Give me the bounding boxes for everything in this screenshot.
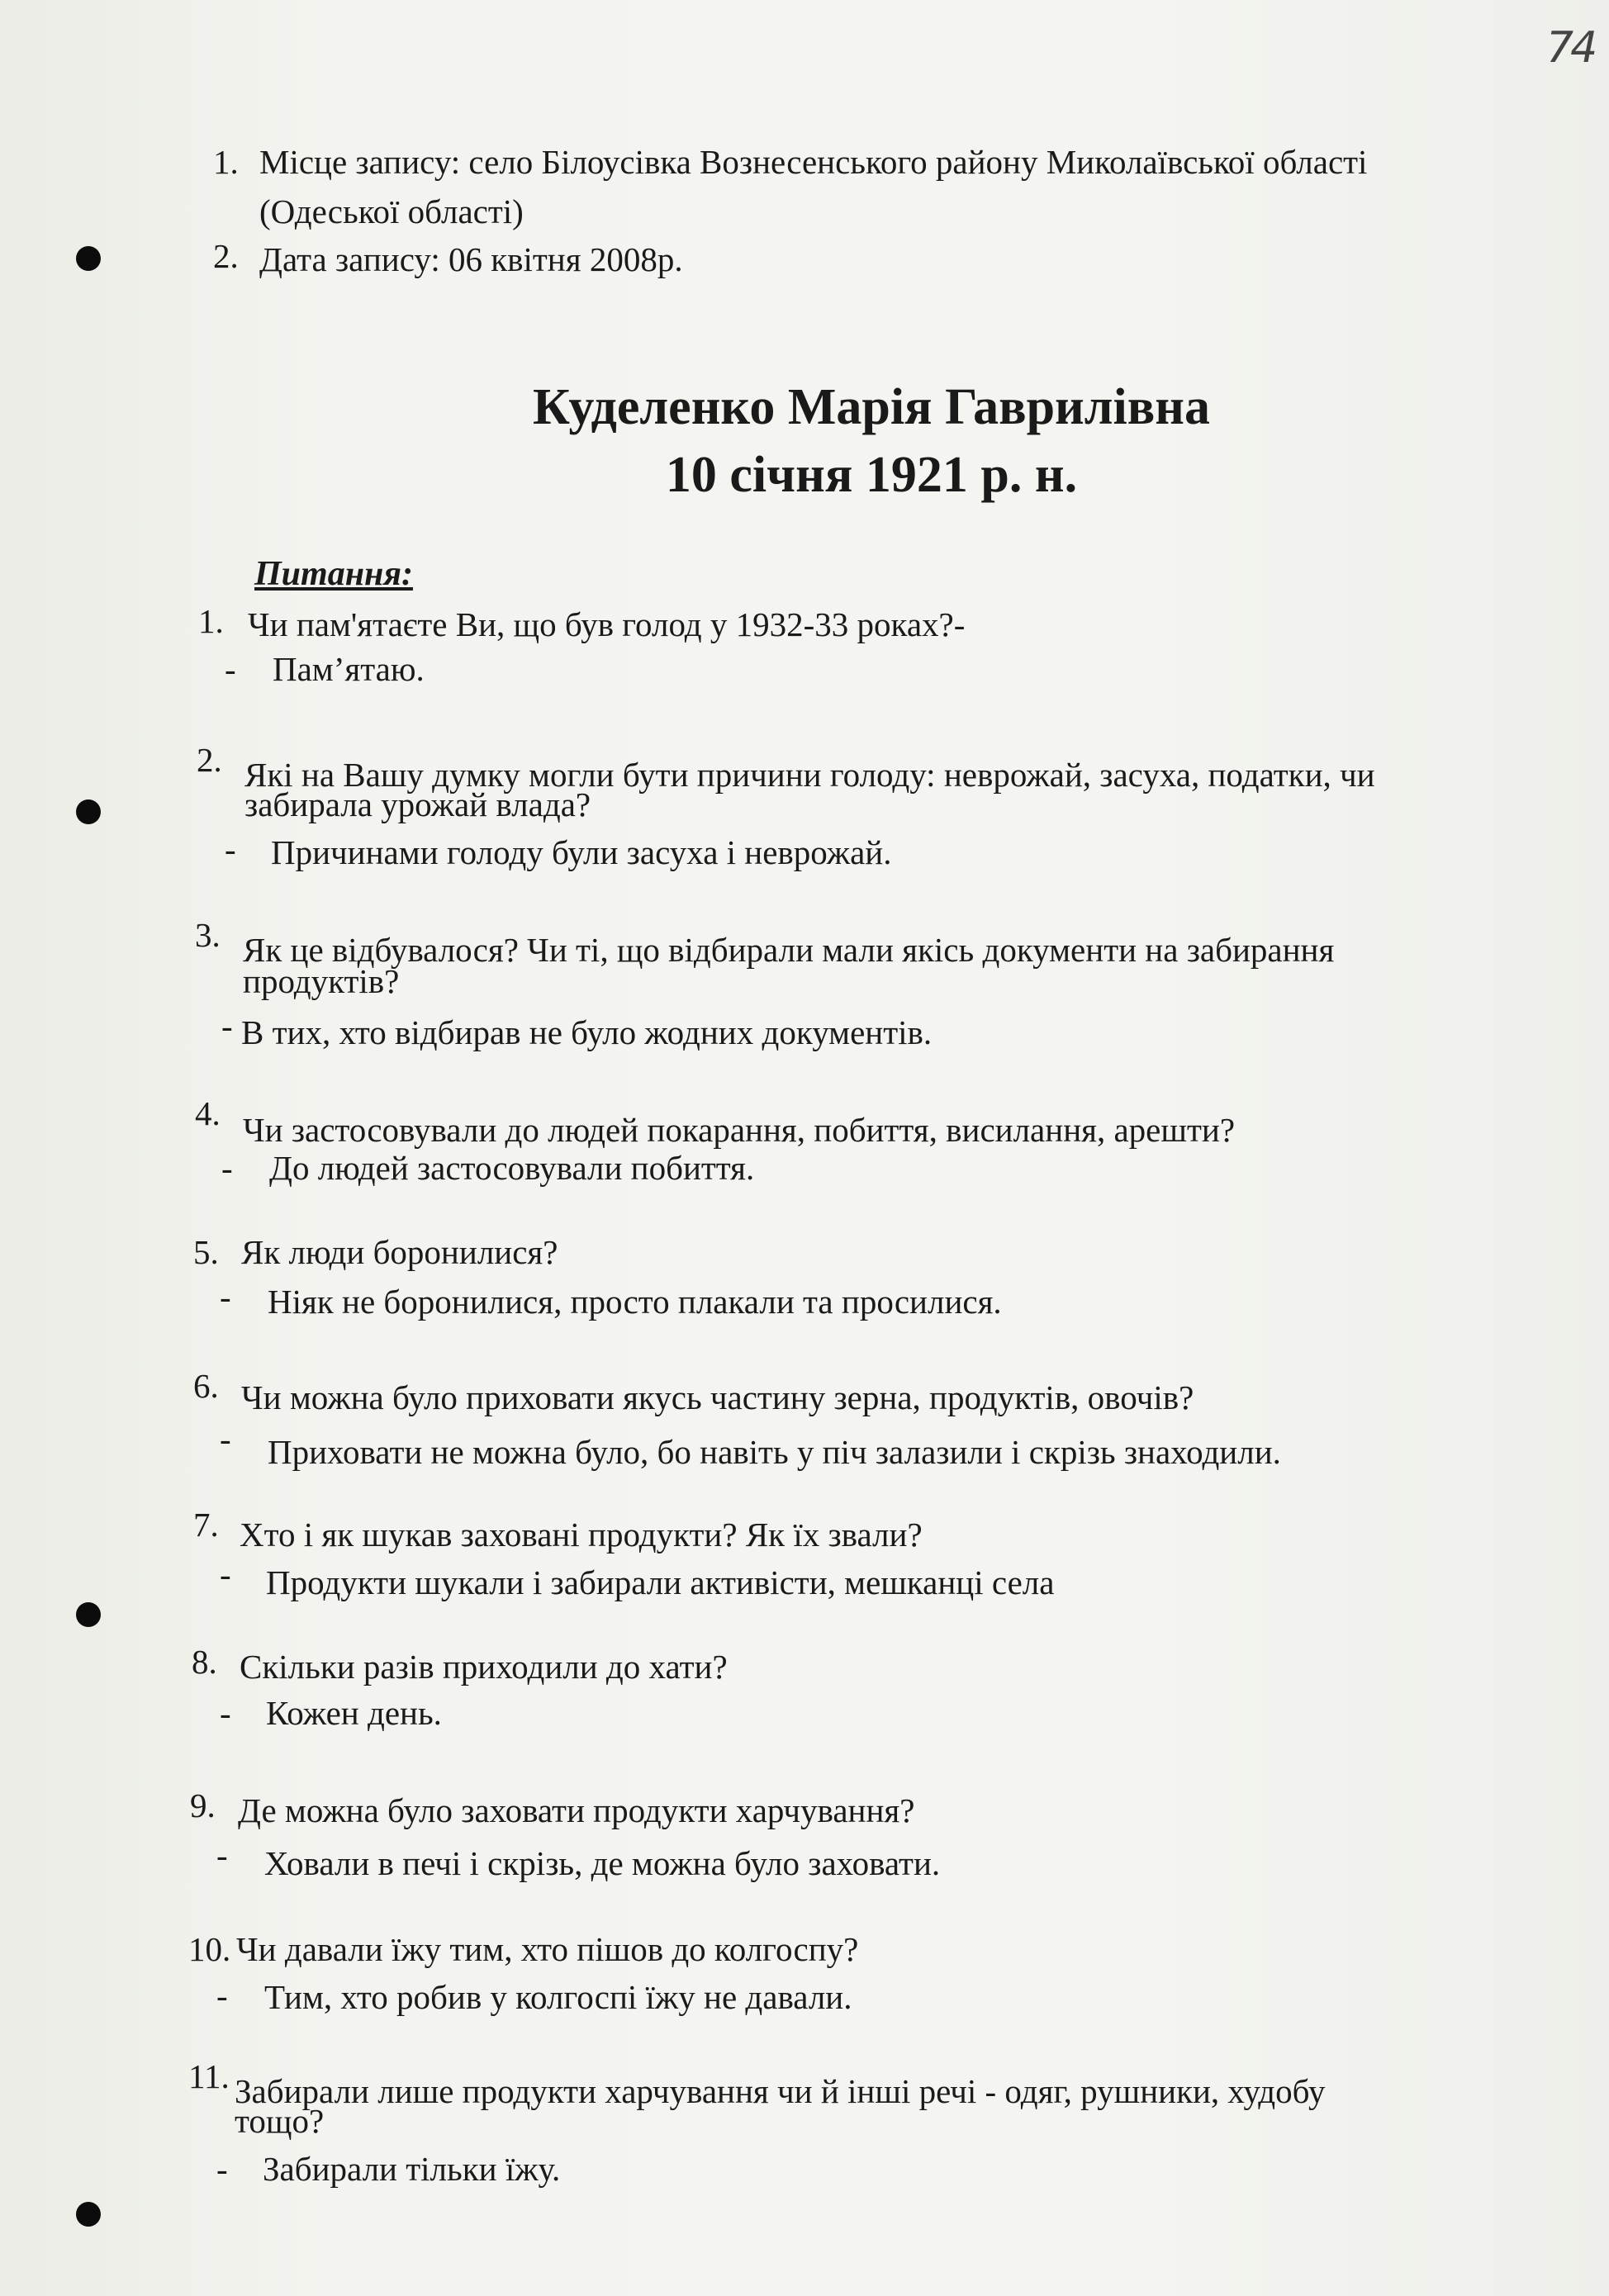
- punch-hole: [76, 1602, 101, 1627]
- question-10-line-1: Чи давали їжу тим, хто пішов до колгоспу?: [236, 1930, 859, 1968]
- answer-6-dash: -: [220, 1420, 231, 1458]
- question-4-line-1: Чи застосовували до людей покарання, побиття, висилання, арешти?: [243, 1111, 1236, 1149]
- answer-1: Пам’ятаю.: [273, 650, 425, 688]
- answer-9: Ховали в печі і скрізь, де можна було заховати.: [264, 1844, 941, 1882]
- answer-2: Причинами голоду були засуха і неврожай.: [271, 833, 892, 871]
- question-1-number: 1.: [198, 602, 224, 640]
- question-10-number: 10.: [188, 1930, 231, 1968]
- question-11-line-2: тощо?: [235, 2102, 325, 2140]
- birth-date: 10 січня 1921 р. н.: [665, 447, 1078, 503]
- question-9-number: 9.: [190, 1786, 216, 1824]
- question-1-line-1: Чи пам'ятаєте Ви, що був голод у 1932-33 роках?-: [248, 605, 966, 643]
- punch-hole: [76, 799, 101, 824]
- answer-11: Забирали тільки їжу.: [263, 2150, 561, 2188]
- answer-7: Продукти шукали і забирали активісти, мешканці села: [266, 1563, 1055, 1601]
- question-8-line-1: Скільки разів приходили до хати?: [240, 1648, 728, 1686]
- question-2-number: 2.: [197, 741, 222, 779]
- answer-3-dash: -: [221, 1007, 233, 1045]
- questions-heading: Питання:: [254, 555, 413, 593]
- question-5-number: 5.: [193, 1233, 219, 1271]
- answer-8-dash: -: [220, 1694, 231, 1732]
- meta-item-1-number: 1.: [213, 143, 239, 181]
- answer-10: Тим, хто робив у колгоспі їжу не давали.: [264, 1978, 852, 2016]
- answer-5: Ніяк не боронилися, просто плакали та просилися.: [268, 1283, 1002, 1321]
- answer-5-dash: -: [220, 1278, 231, 1316]
- meta-item-2-text: Дата запису: 06 квітня 2008р.: [259, 240, 683, 278]
- question-2-line-1: Які на Вашу думку могли бути причини голоду: неврожай, засуха, податки, чи: [244, 756, 1375, 794]
- question-6-line-1: Чи можна було приховати якусь частину зерна, продуктів, овочів?: [241, 1378, 1194, 1416]
- question-7-number: 7.: [193, 1506, 219, 1544]
- answer-4: До людей застосовували побиття.: [269, 1149, 755, 1187]
- question-9-line-1: Де можна було заховати продукти харчування?: [238, 1791, 915, 1829]
- answer-9-dash: -: [216, 1836, 228, 1874]
- answer-3: В тих, хто відбирав не було жодних документів.: [241, 1013, 933, 1051]
- meta-item-1-line-1: Місце запису: село Білоусівка Вознесенського району Миколаївської області: [259, 143, 1368, 181]
- question-5-line-1: Як люди боронилися?: [241, 1233, 558, 1271]
- answer-11-dash: -: [216, 2150, 228, 2188]
- question-3-line-1: Як це відбувалося? Чи ті, що відбирали мали якісь документи на забирання: [243, 931, 1335, 969]
- answer-2-dash: -: [225, 830, 236, 868]
- page-number: 74: [1546, 23, 1595, 73]
- question-3-number: 3.: [195, 916, 221, 954]
- question-6-number: 6.: [193, 1367, 219, 1405]
- answer-4-dash: -: [221, 1149, 233, 1187]
- answer-6: Приховати не можна було, бо навіть у піч залазили і скрізь знаходили.: [268, 1433, 1281, 1471]
- answer-1-dash: -: [225, 650, 236, 688]
- answer-10-dash: -: [216, 1976, 228, 2014]
- question-11-line-1: Забирали лише продукти харчування чи й інші речі - одяг, рушники, худобу: [235, 2072, 1326, 2110]
- punch-hole: [76, 246, 101, 271]
- question-11-number: 11.: [188, 2057, 230, 2095]
- answer-7-dash: -: [220, 1555, 231, 1593]
- meta-item-2-number: 2.: [213, 237, 239, 275]
- meta-item-1-line-2: (Одеської області): [259, 192, 524, 230]
- answer-8: Кожен день.: [266, 1694, 442, 1732]
- person-name: Куделенко Марія Гаврилівна: [533, 379, 1210, 435]
- question-8-number: 8.: [192, 1643, 217, 1681]
- question-3-line-2: продуктів?: [243, 962, 400, 1000]
- question-4-number: 4.: [195, 1094, 221, 1132]
- question-2-line-2: забирала урожай влада?: [244, 785, 591, 823]
- punch-hole: [76, 2202, 101, 2227]
- question-7-line-1: Хто і як шукав заховані продукти? Як їх звали?: [240, 1516, 923, 1554]
